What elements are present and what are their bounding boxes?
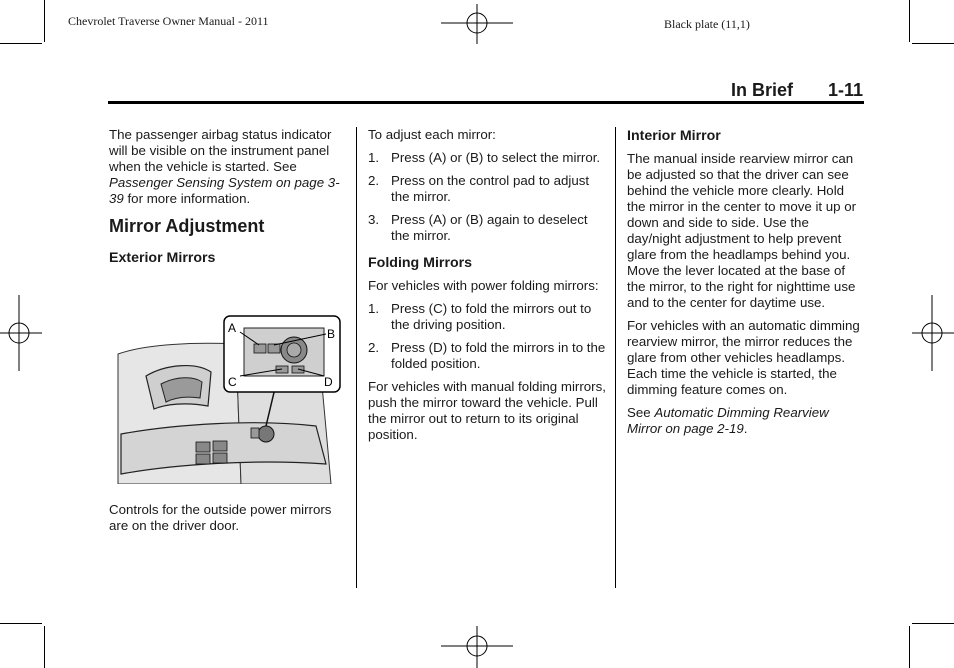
list-item: 3. Press (A) or (B) again to deselect the mirror.	[368, 212, 588, 243]
list-item: 2. Press on the control pad to adjust the mirror.	[368, 173, 590, 204]
crop-mark	[912, 43, 954, 44]
registration-mark-top	[441, 4, 515, 44]
column-divider	[356, 127, 357, 588]
crop-mark	[0, 623, 42, 624]
crop-mark	[912, 623, 954, 624]
figure-label-d: D	[324, 375, 333, 389]
crop-mark	[909, 0, 910, 42]
section-title: In Brief	[731, 80, 794, 100]
folding-intro: For vehicles with power folding mirrors:	[368, 278, 599, 293]
crop-mark	[909, 626, 910, 668]
figure-label-c: C	[228, 375, 237, 389]
crop-mark	[0, 43, 42, 44]
figure-label-a: A	[228, 321, 237, 335]
header-rule	[108, 101, 864, 104]
list-item: 1. Press (A) or (B) to select the mirror.	[368, 150, 601, 165]
list-item: 1. Press (C) to fold the mirrors out to the driving position.	[368, 301, 592, 332]
subheading-exterior-mirrors: Exterior Mirrors	[109, 250, 216, 266]
list-item: 2. Press (D) to fold the mirrors in to the folded position.	[368, 340, 606, 371]
cross-reference: Automatic Dimming Rearview Mirror on page 2-19	[627, 405, 829, 436]
manual-folding-paragraph: For vehicles with manual folding mirrors, push the mirror toward the vehicle. Pull the mirror out to return to its original position.	[368, 379, 606, 442]
interior-paragraph-2: For vehicles with an automatic dimming rearview mirror, the mirror reduces the glare from other vehicles headlamps. Each time the vehicle is started, the dimming feature comes on.	[627, 318, 860, 397]
heading-mirror-adjustment: Mirror Adjustment	[109, 216, 265, 236]
registration-mark-left	[0, 295, 42, 371]
folding-steps	[368, 301, 608, 372]
manual-title: Chevrolet Traverse Owner Manual - 2011	[68, 14, 269, 28]
adjust-steps	[368, 150, 608, 244]
subheading-interior-mirror: Interior Mirror	[627, 128, 721, 144]
registration-mark-right	[912, 295, 954, 371]
subheading-folding-mirrors: Folding Mirrors	[368, 255, 473, 271]
cross-reference: Passenger Sensing System on page 3-39	[109, 175, 340, 206]
figure-caption: Controls for the outside power mirrors are on the driver door.	[109, 502, 332, 533]
door-control-illustration	[116, 314, 342, 484]
see-reference-paragraph: See Automatic Dimming Rearview Mirror on page 2-19.	[627, 405, 829, 436]
adjust-intro: To adjust each mirror:	[368, 127, 496, 142]
column-3	[627, 127, 863, 444]
interior-paragraph-1: The manual inside rearview mirror can be adjusted so that the driver can see behind the vehicle more clearly. Hold the mirror in the center to move it up or down and side to side. Use the day/night adjustment to help prevent glare from the headlamps behind you. Move the lever located at the base of the mirror, to the right for nighttime use and to the center for daytime use.	[627, 151, 857, 310]
figure-label-b: B	[327, 327, 336, 341]
intro-paragraph: The passenger airbag status indicator will be visible on the instrument panel when the vehicle is started. See Passenger Sensing System on page 3-39 for more information.	[109, 127, 340, 206]
page-number: 1-11	[828, 80, 864, 100]
crop-mark	[44, 626, 45, 668]
column-divider	[615, 127, 616, 588]
plate-label: Black plate (11,1)	[664, 17, 750, 31]
column-1	[109, 127, 349, 273]
column-2	[368, 127, 608, 450]
crop-mark	[44, 0, 45, 42]
registration-mark-bottom	[441, 626, 515, 668]
